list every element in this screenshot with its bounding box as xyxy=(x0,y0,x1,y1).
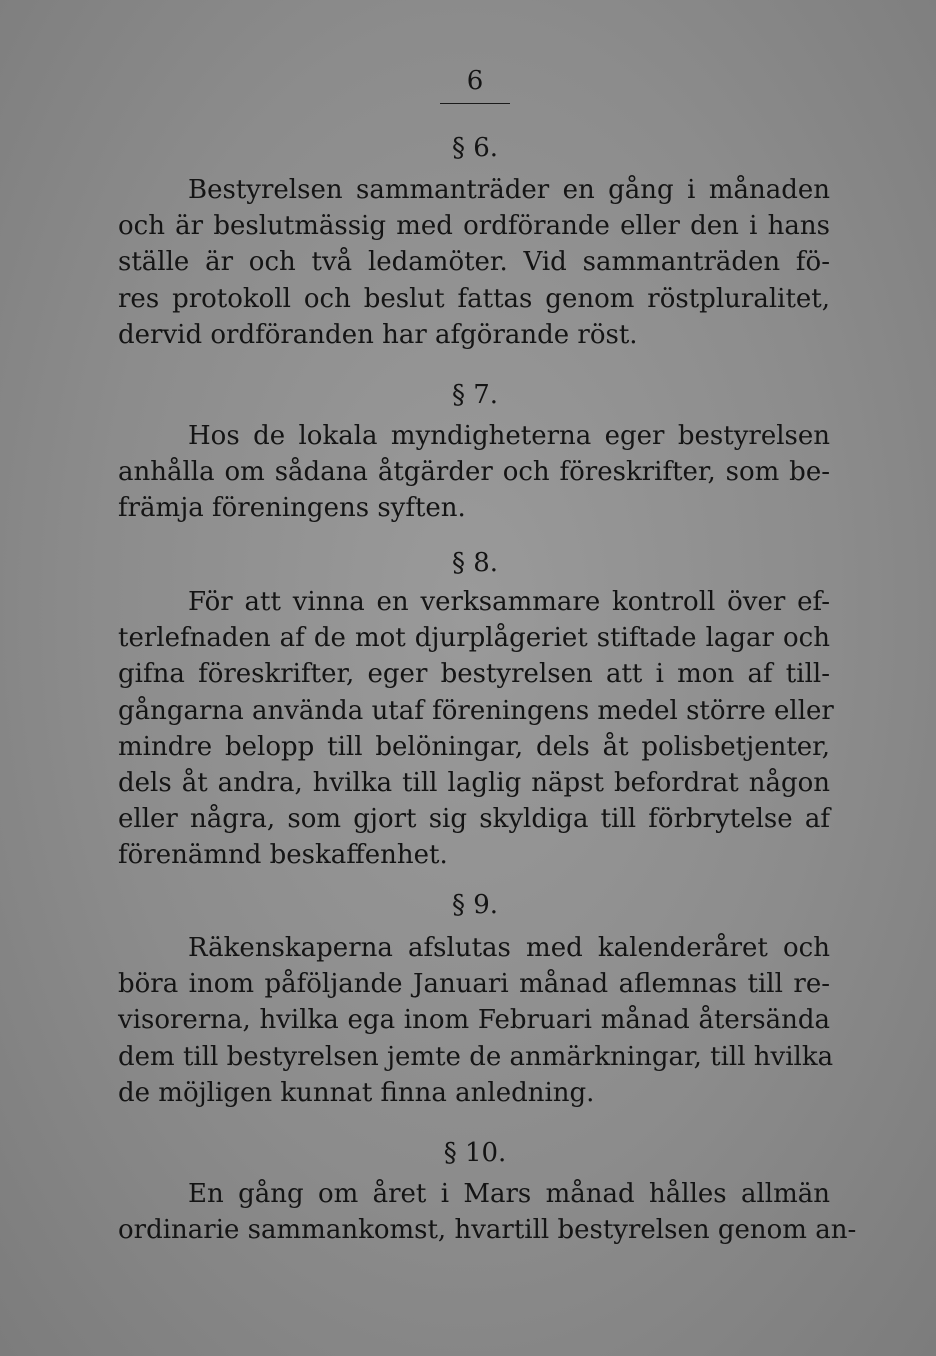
paragraph-line: visorerna, hvilka ega inom Februari månad återsända xyxy=(118,1005,830,1036)
paragraph-line: mindre belopp till belöningar, dels åt polisbetjenter, xyxy=(118,731,830,762)
section-6-heading: § 6. xyxy=(451,133,499,163)
paragraph-line: dem till bestyrelsen jemte de anmärkningar, till hvilka xyxy=(118,1041,834,1072)
paragraph-line: anhålla om sådana åtgärder och föreskrifter, som be- xyxy=(118,457,830,488)
section-9-paragraph xyxy=(118,930,834,1111)
page-number: 6 xyxy=(466,66,484,96)
paragraph-line: res protokoll och beslut fattas genom röstpluralitet, xyxy=(118,283,830,314)
section-6-paragraph xyxy=(118,172,830,353)
paragraph-line: böra inom påföljande Januari månad aflemnas till re- xyxy=(118,969,830,1000)
section-8-heading: § 8. xyxy=(451,548,499,578)
paragraph-line: dels åt andra, hvilka till laglig näpst befordrat någon xyxy=(118,767,830,798)
paragraph-line: gifna föreskrifter, eger bestyrelsen att i mon af till- xyxy=(118,659,830,690)
paragraph-line: främja föreningens syften. xyxy=(118,493,466,524)
paragraph-line: ordinarie sammankomst, hvartill bestyrelsen genom an- xyxy=(118,1215,857,1246)
paragraph-line: eller några, som gjort sig skyldiga till förbrytelse af xyxy=(118,804,830,835)
paragraph-line: terlefnaden af de mot djurplågeriet stiftade lagar och xyxy=(118,623,830,654)
section-10-paragraph xyxy=(118,1176,857,1248)
section-10-heading: § 10. xyxy=(443,1138,507,1168)
paragraph-line: Hos de lokala myndigheterna eger bestyrelsen xyxy=(188,421,830,451)
paragraph-line: de möjligen kunnat finna anledning. xyxy=(118,1077,595,1108)
paragraph-line: En gång om året i Mars månad hålles allmän xyxy=(188,1179,830,1209)
section-8-paragraph xyxy=(118,584,834,874)
paragraph-line: Räkenskaperna afslutas med kalenderåret och xyxy=(188,933,830,963)
section-9-heading: § 9. xyxy=(451,890,499,920)
paragraph-line: För att vinna en verksammare kontroll över ef- xyxy=(188,587,830,617)
page-number-rule xyxy=(440,103,510,104)
paragraph-line: förenämnd beskaffenhet. xyxy=(118,840,448,871)
section-7-paragraph xyxy=(118,418,830,527)
paragraph-line: och är beslutmässig med ordförande eller den i hans xyxy=(118,211,830,242)
paragraph-line: gångarna använda utaf föreningens medel större eller xyxy=(118,695,834,726)
paragraph-line: dervid ordföranden har afgörande röst. xyxy=(118,319,638,350)
paragraph-line: ställe är och två ledamöter. Vid sammanträden fö- xyxy=(118,247,830,278)
paragraph-line: Bestyrelsen sammanträder en gång i månaden xyxy=(188,175,830,205)
section-7-heading: § 7. xyxy=(451,380,499,410)
